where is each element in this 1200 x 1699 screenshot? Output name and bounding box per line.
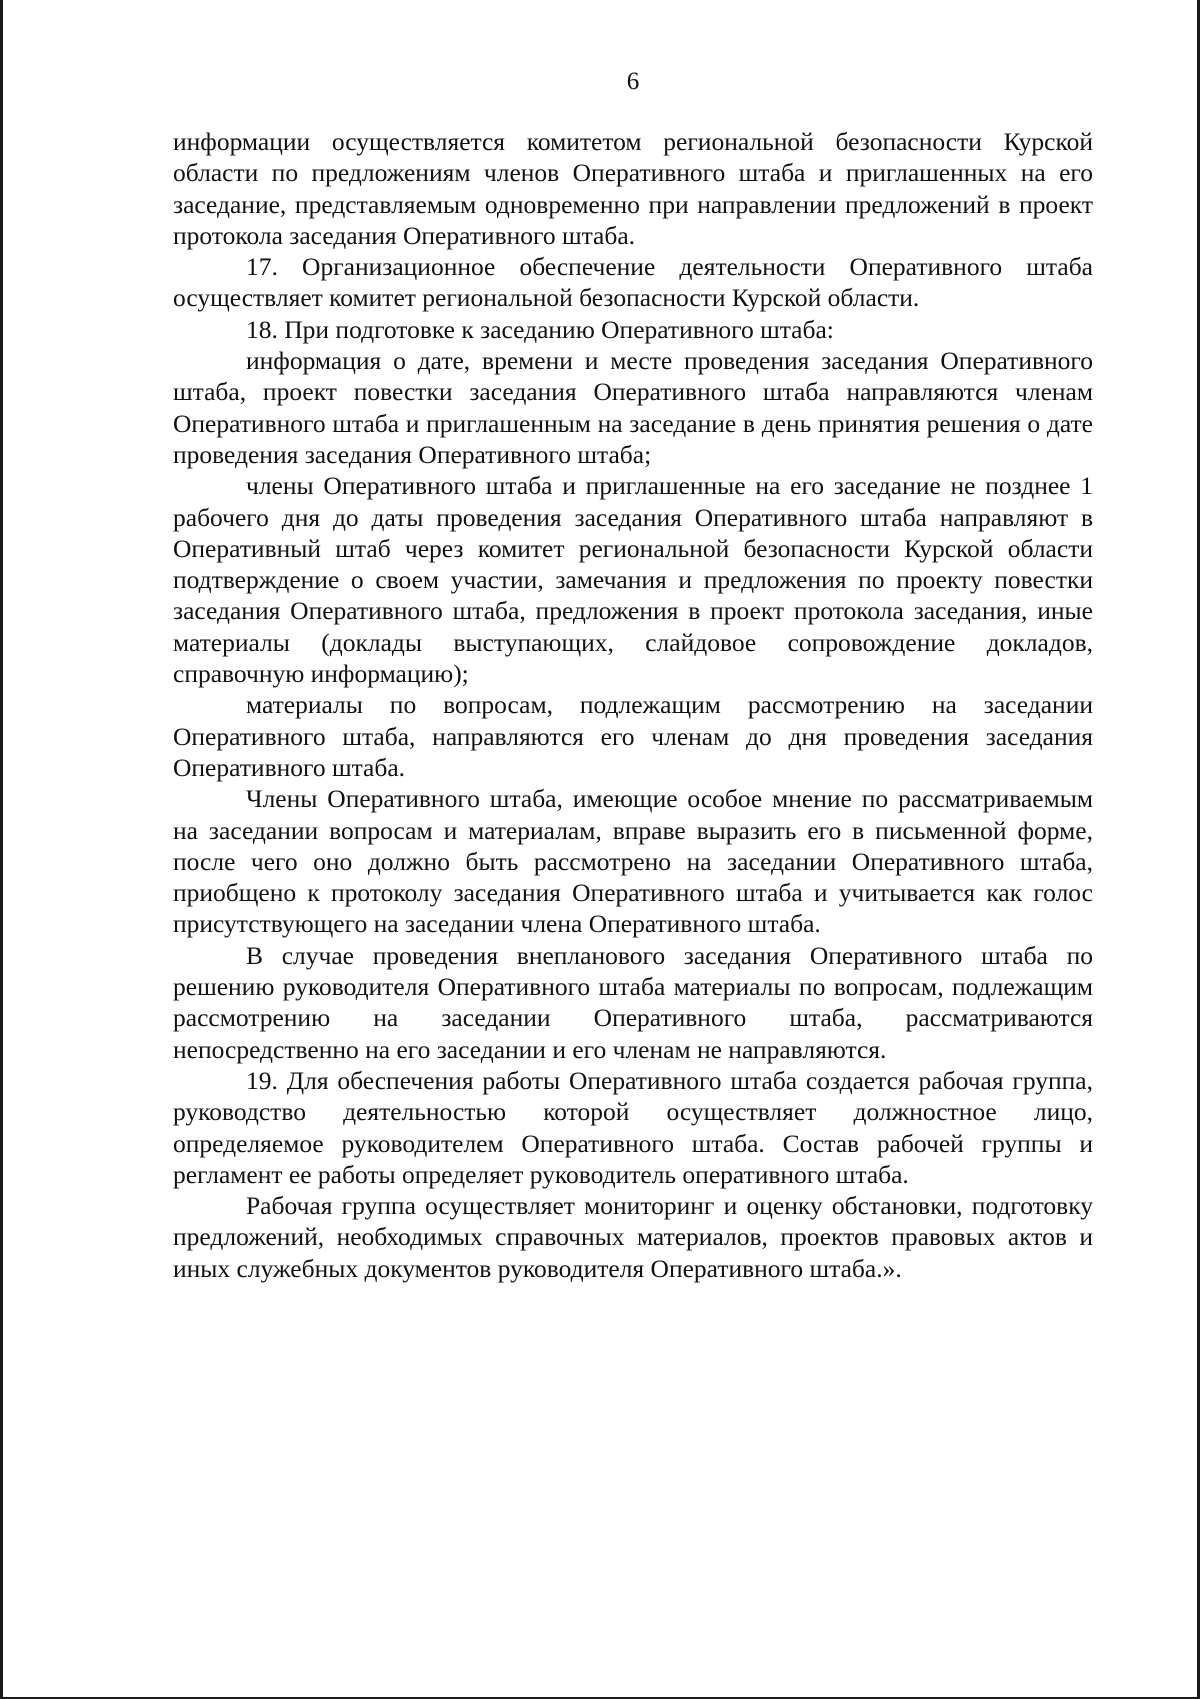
document-body xyxy=(173,126,1093,1284)
paragraph-special-opinion: Члены Оперативного штаба, имеющие особое мнение по рассматриваемым на заседании вопросам и материалам, вправе выразить его в письменной форме, после чего оно должно быть рассмотрено на заседании Оперативного штаба, приобщено к протоколу заседания Оперативного штаба и учитывается как голос присутствующего на заседании члена Оперативного штаба. xyxy=(173,784,1093,939)
paragraph-item-19: 19. Для обеспечения работы Оперативного штаба создается рабочая группа, руководство деятельностью которой осуществляет должностное лицо, определяемое руководителем Оперативного штаба. Состав рабочей группы и регламент ее работы определяет руководитель оперативного штаба. xyxy=(173,1065,1093,1189)
paragraph-item-17: 17. Организационное обеспечение деятельности Оперативного штаба осуществляет комитет региональной безопасности Курской области. xyxy=(173,252,1093,313)
paragraph-continuation: информации осуществляется комитетом региональной безопасности Курской области по предложениям членов Оперативного штаба и приглашенных на его заседание, представляемым одновременно при направлении предложений в проект протокола заседания Оперативного штаба. xyxy=(173,127,1093,250)
paragraph-working-group: Рабочая группа осуществляет мониторинг и оценку обстановки, подготовку предложений, необходимых справочных материалов, проектов правовых актов и иных служебных документов руководителя Оперативного штаба.». xyxy=(173,1191,1093,1283)
page-number: 6 xyxy=(626,68,640,95)
paragraph-item-18: 18. При подготовке к заседанию Оперативного штаба: xyxy=(246,314,834,344)
paragraph-members-confirmation: члены Оперативного штаба и приглашенные на его заседание не позднее 1 рабочего дня до даты проведения заседания Оперативного штаба направляют в Оперативный штаб через комитет региональной безопасности Курской области подтверждение о своем участии, замечания и предложения по проекту повестки заседания Оперативного штаба, предложения в проект протокола заседания, иные материалы (доклады выступающих, слайдовое сопровождение докладов, справочную информацию); xyxy=(173,471,1093,689)
scan-edge-left xyxy=(0,0,3,1699)
paragraph-materials: материалы по вопросам, подлежащим рассмотрению на заседании Оперативного штаба, направляются его членам до дня проведения заседания Оперативного штаба. xyxy=(173,690,1093,782)
paragraph-meeting-info: информация о дате, времени и месте проведения заседания Оперативного штаба, проект повестки заседания Оперативного штаба направляются членам Оперативного штаба и приглашенным на заседание в день принятия решения о дате проведения заседания Оперативного штаба; xyxy=(173,346,1093,469)
paragraph-unscheduled-meeting: В случае проведения внепланового заседания Оперативного штаба по решению руководителя Оперативного штаба материалы по вопросам, подлежащим рассмотрению на заседании Оперативного штаба, рассматриваются непосредственно на его заседании и его членам не направляются. xyxy=(173,940,1093,1064)
